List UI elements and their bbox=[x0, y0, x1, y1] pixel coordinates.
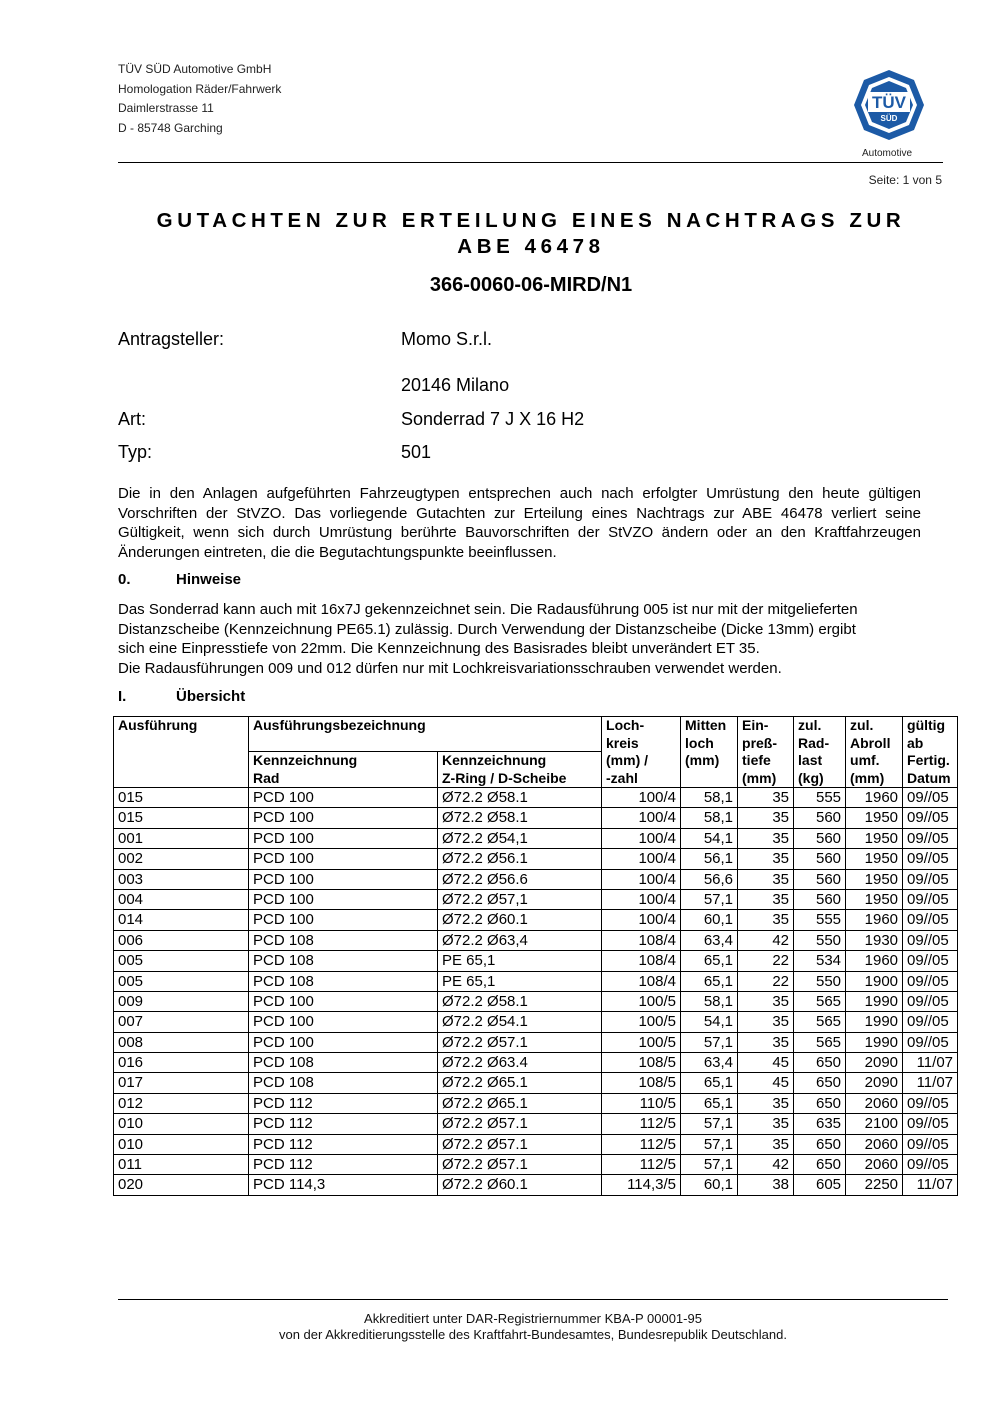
cell-einpresstiefe: 45 bbox=[738, 1053, 794, 1073]
table-row bbox=[114, 910, 958, 930]
cell-gueltig: 09//05 bbox=[903, 889, 958, 909]
table-row bbox=[114, 828, 958, 848]
cell-ausfuehrung: 009 bbox=[114, 991, 249, 1011]
table-row bbox=[114, 808, 958, 828]
cell-ausfuehrung: 005 bbox=[114, 951, 249, 971]
cell-gueltig: 11/07 bbox=[903, 1073, 958, 1093]
cell-radlast: 550 bbox=[794, 930, 846, 950]
header-kennzeichnung-rad: Kennzeichnung Rad bbox=[249, 752, 438, 788]
cell-lochkreis: 114,3/5 bbox=[602, 1175, 681, 1195]
section-title: Hinweise bbox=[176, 571, 242, 588]
header-radlast: zul. Rad- last (kg) bbox=[794, 717, 846, 788]
cell-kennzeichnung-ring: Ø72.2 Ø56.1 bbox=[438, 849, 602, 869]
cell-radlast: 550 bbox=[794, 971, 846, 991]
cell-gueltig: 11/07 bbox=[903, 1175, 958, 1195]
cell-abrollumfang: 2090 bbox=[846, 1053, 903, 1073]
cell-mittenloch: 63,4 bbox=[681, 1053, 738, 1073]
cell-einpresstiefe: 42 bbox=[738, 930, 794, 950]
model-value: 501 bbox=[401, 442, 432, 462]
table-row bbox=[114, 889, 958, 909]
cell-mittenloch: 58,1 bbox=[681, 788, 738, 808]
cell-einpresstiefe: 45 bbox=[738, 1073, 794, 1093]
cell-ausfuehrung: 010 bbox=[114, 1114, 249, 1134]
table-row bbox=[114, 1073, 958, 1093]
overview-table bbox=[113, 716, 958, 1196]
table-row bbox=[114, 788, 958, 808]
cell-gueltig: 11/07 bbox=[903, 1053, 958, 1073]
cell-gueltig: 09//05 bbox=[903, 788, 958, 808]
cell-kennzeichnung-rad: PCD 100 bbox=[249, 991, 438, 1011]
cell-lochkreis: 112/5 bbox=[602, 1134, 681, 1154]
cell-mittenloch: 60,1 bbox=[681, 1175, 738, 1195]
cell-lochkreis: 100/4 bbox=[602, 808, 681, 828]
cell-lochkreis: 108/4 bbox=[602, 930, 681, 950]
header-ausfuehrung: Ausführung bbox=[114, 717, 249, 788]
cell-radlast: 605 bbox=[794, 1175, 846, 1195]
cell-lochkreis: 110/5 bbox=[602, 1093, 681, 1113]
cell-kennzeichnung-ring: Ø72.2 Ø57,1 bbox=[438, 889, 602, 909]
header-mittenloch: Mitten loch (mm) bbox=[681, 717, 738, 788]
table-row bbox=[114, 1012, 958, 1032]
cell-radlast: 650 bbox=[794, 1134, 846, 1154]
header-einpresstiefe: Ein- preß- tiefe (mm) bbox=[738, 717, 794, 788]
cell-kennzeichnung-rad: PCD 100 bbox=[249, 910, 438, 930]
cell-einpresstiefe: 35 bbox=[738, 1134, 794, 1154]
cell-gueltig: 09//05 bbox=[903, 910, 958, 930]
header-kennzeichnung-ring: Kennzeichnung Z-Ring / D-Scheibe bbox=[438, 752, 602, 788]
cell-kennzeichnung-ring: Ø72.2 Ø57.1 bbox=[438, 1134, 602, 1154]
cell-einpresstiefe: 35 bbox=[738, 889, 794, 909]
cell-radlast: 560 bbox=[794, 889, 846, 909]
cell-kennzeichnung-rad: PCD 114,3 bbox=[249, 1175, 438, 1195]
cell-radlast: 565 bbox=[794, 1012, 846, 1032]
cell-gueltig: 09//05 bbox=[903, 849, 958, 869]
cell-einpresstiefe: 35 bbox=[738, 1114, 794, 1134]
cell-abrollumfang: 1930 bbox=[846, 930, 903, 950]
table-row bbox=[114, 951, 958, 971]
document-title bbox=[118, 208, 944, 260]
cell-mittenloch: 56,6 bbox=[681, 869, 738, 889]
cell-einpresstiefe: 35 bbox=[738, 869, 794, 889]
cell-einpresstiefe: 35 bbox=[738, 828, 794, 848]
table-row bbox=[114, 1134, 958, 1154]
cell-lochkreis: 112/5 bbox=[602, 1114, 681, 1134]
logo-text: TÜV bbox=[872, 93, 906, 112]
cell-abrollumfang: 2060 bbox=[846, 1093, 903, 1113]
cell-kennzeichnung-rad: PCD 100 bbox=[249, 788, 438, 808]
header-bezeichnung: Ausführungsbezeichnung bbox=[249, 717, 602, 752]
cell-kennzeichnung-rad: PCD 100 bbox=[249, 1032, 438, 1052]
cell-kennzeichnung-ring: Ø72.2 Ø58.1 bbox=[438, 808, 602, 828]
cell-gueltig: 09//05 bbox=[903, 1155, 958, 1175]
cell-lochkreis: 100/4 bbox=[602, 828, 681, 848]
table-row bbox=[114, 1093, 958, 1113]
footer-divider bbox=[118, 1299, 948, 1300]
cell-gueltig: 09//05 bbox=[903, 1114, 958, 1134]
cell-kennzeichnung-ring: Ø72.2 Ø58.1 bbox=[438, 788, 602, 808]
cell-abrollumfang: 1950 bbox=[846, 828, 903, 848]
cell-gueltig: 09//05 bbox=[903, 869, 958, 889]
applicant-city: 20146 Milano bbox=[401, 375, 510, 395]
cell-kennzeichnung-rad: PCD 100 bbox=[249, 849, 438, 869]
cell-kennzeichnung-ring: PE 65,1 bbox=[438, 951, 602, 971]
title-line: GUTACHTEN ZUR ERTEILUNG EINES NACHTRAGS ZUR bbox=[156, 209, 906, 232]
cell-mittenloch: 56,1 bbox=[681, 849, 738, 869]
cell-abrollumfang: 2060 bbox=[846, 1134, 903, 1154]
cell-abrollumfang: 1960 bbox=[846, 788, 903, 808]
cell-einpresstiefe: 38 bbox=[738, 1175, 794, 1195]
cell-mittenloch: 58,1 bbox=[681, 808, 738, 828]
logo-subtext: SÜD bbox=[880, 114, 898, 123]
cell-kennzeichnung-ring: Ø72.2 Ø57.1 bbox=[438, 1114, 602, 1134]
cell-gueltig: 09//05 bbox=[903, 971, 958, 991]
cell-kennzeichnung-rad: PCD 112 bbox=[249, 1134, 438, 1154]
cell-abrollumfang: 1950 bbox=[846, 889, 903, 909]
cell-ausfuehrung: 014 bbox=[114, 910, 249, 930]
address-line: D - 85748 Garching bbox=[118, 120, 223, 135]
section-heading-uebersicht bbox=[118, 688, 245, 705]
cell-kennzeichnung-ring: Ø72.2 Ø54,1 bbox=[438, 828, 602, 848]
address-line: Daimlerstrasse 11 bbox=[118, 101, 214, 115]
cell-radlast: 650 bbox=[794, 1073, 846, 1093]
cell-ausfuehrung: 017 bbox=[114, 1073, 249, 1093]
cell-mittenloch: 57,1 bbox=[681, 889, 738, 909]
cell-kennzeichnung-rad: PCD 108 bbox=[249, 930, 438, 950]
cell-kennzeichnung-ring: Ø72.2 Ø65.1 bbox=[438, 1093, 602, 1113]
cell-kennzeichnung-rad: PCD 100 bbox=[249, 1012, 438, 1032]
cell-einpresstiefe: 35 bbox=[738, 991, 794, 1011]
cell-kennzeichnung-rad: PCD 112 bbox=[249, 1155, 438, 1175]
cell-kennzeichnung-rad: PCD 112 bbox=[249, 1093, 438, 1113]
cell-kennzeichnung-ring: Ø72.2 Ø63.4 bbox=[438, 1053, 602, 1073]
cell-radlast: 565 bbox=[794, 991, 846, 1011]
cell-einpresstiefe: 35 bbox=[738, 788, 794, 808]
cell-lochkreis: 100/5 bbox=[602, 991, 681, 1011]
cell-radlast: 635 bbox=[794, 1114, 846, 1134]
table-row bbox=[114, 1175, 958, 1195]
cell-kennzeichnung-ring: Ø72.2 Ø63,4 bbox=[438, 930, 602, 950]
type-label: Art: bbox=[118, 409, 147, 429]
cell-kennzeichnung-rad: PCD 100 bbox=[249, 889, 438, 909]
cell-gueltig: 09//05 bbox=[903, 1093, 958, 1113]
cell-mittenloch: 57,1 bbox=[681, 1134, 738, 1154]
cell-radlast: 555 bbox=[794, 788, 846, 808]
cell-gueltig: 09//05 bbox=[903, 828, 958, 848]
cell-kennzeichnung-ring: Ø72.2 Ø60.1 bbox=[438, 910, 602, 930]
document-number: 366-0060-06-MIRD/N1 bbox=[429, 274, 633, 296]
cell-gueltig: 09//05 bbox=[903, 808, 958, 828]
cell-kennzeichnung-rad: PCD 100 bbox=[249, 828, 438, 848]
cell-mittenloch: 57,1 bbox=[681, 1114, 738, 1134]
table-row bbox=[114, 869, 958, 889]
section-heading-hinweise bbox=[118, 571, 241, 588]
sender-address bbox=[118, 60, 281, 138]
cell-lochkreis: 100/5 bbox=[602, 1012, 681, 1032]
address-line: Homologation Räder/Fahrwerk bbox=[118, 81, 282, 96]
cell-abrollumfang: 1960 bbox=[846, 910, 903, 930]
address-line: TÜV SÜD Automotive GmbH bbox=[118, 62, 272, 76]
cell-gueltig: 09//05 bbox=[903, 1134, 958, 1154]
intro-paragraph: Die in den Anlagen aufgeführten Fahrzeugtypen entsprechen auch nach erfolgter Umrüstung den heute gültigen Vorschriften der StVZO. Das vorliegende Gutachten zur Erteilung eines Nachtrags zur ABE 46478 verliert seine Gültigkeit, wenn sich durch Umrüstung berührte Bauvorschriften der StVZO ändern oder an den Kraftfahrzeugen Änderungen eintreten, die die Begutachtungspunkte beeinflussen. bbox=[118, 485, 921, 561]
title-line: ABE 46478 bbox=[457, 235, 605, 258]
cell-kennzeichnung-ring: Ø72.2 Ø60.1 bbox=[438, 1175, 602, 1195]
hinweise-line: sich eine Einpresstiefe von 22mm. Die Kennzeichnung des Basisrades bleibt unverändert ET 35. bbox=[118, 640, 760, 657]
cell-kennzeichnung-ring: Ø72.2 Ø58.1 bbox=[438, 991, 602, 1011]
cell-ausfuehrung: 015 bbox=[114, 788, 249, 808]
cell-gueltig: 09//05 bbox=[903, 1012, 958, 1032]
cell-mittenloch: 65,1 bbox=[681, 951, 738, 971]
cell-kennzeichnung-ring: Ø72.2 Ø56.6 bbox=[438, 869, 602, 889]
cell-abrollumfang: 1960 bbox=[846, 951, 903, 971]
footer-line: Akkreditiert unter DAR-Registriernummer KBA-P 00001-95 bbox=[364, 1311, 702, 1326]
cell-radlast: 560 bbox=[794, 828, 846, 848]
cell-abrollumfang: 1950 bbox=[846, 869, 903, 889]
cell-radlast: 565 bbox=[794, 1032, 846, 1052]
cell-abrollumfang: 1990 bbox=[846, 1012, 903, 1032]
model-label: Typ: bbox=[118, 442, 153, 462]
table-row bbox=[114, 849, 958, 869]
cell-mittenloch: 65,1 bbox=[681, 1073, 738, 1093]
cell-ausfuehrung: 010 bbox=[114, 1134, 249, 1154]
cell-kennzeichnung-ring: Ø72.2 Ø54.1 bbox=[438, 1012, 602, 1032]
table-row bbox=[114, 1032, 958, 1052]
cell-lochkreis: 100/4 bbox=[602, 889, 681, 909]
cell-abrollumfang: 1990 bbox=[846, 991, 903, 1011]
cell-radlast: 560 bbox=[794, 869, 846, 889]
applicant-label: Antragsteller: bbox=[118, 329, 225, 349]
table-row bbox=[114, 1114, 958, 1134]
cell-mittenloch: 60,1 bbox=[681, 910, 738, 930]
table-row bbox=[114, 1155, 958, 1175]
cell-mittenloch: 54,1 bbox=[681, 828, 738, 848]
footer-line: von der Akkreditierungsstelle des Kraftfahrt-Bundesamtes, Bundesrepublik Deutschland. bbox=[278, 1327, 787, 1342]
table-row bbox=[114, 930, 958, 950]
cell-lochkreis: 108/4 bbox=[602, 951, 681, 971]
cell-einpresstiefe: 35 bbox=[738, 1032, 794, 1052]
table-row bbox=[114, 971, 958, 991]
cell-abrollumfang: 2250 bbox=[846, 1175, 903, 1195]
cell-lochkreis: 108/5 bbox=[602, 1073, 681, 1093]
cell-abrollumfang: 1990 bbox=[846, 1032, 903, 1052]
cell-ausfuehrung: 002 bbox=[114, 849, 249, 869]
cell-ausfuehrung: 012 bbox=[114, 1093, 249, 1113]
cell-einpresstiefe: 35 bbox=[738, 910, 794, 930]
header-gueltig: gültig ab Fertig. Datum bbox=[903, 717, 958, 788]
cell-gueltig: 09//05 bbox=[903, 1032, 958, 1052]
hinweise-line: Distanzscheibe (Kennzeichnung PE65.1) zulässig. Durch Verwendung der Distanzscheibe (Dicke 13mm) ergibt bbox=[118, 620, 856, 638]
cell-ausfuehrung: 016 bbox=[114, 1053, 249, 1073]
cell-radlast: 650 bbox=[794, 1053, 846, 1073]
cell-einpresstiefe: 35 bbox=[738, 808, 794, 828]
cell-lochkreis: 100/4 bbox=[602, 910, 681, 930]
cell-ausfuehrung: 007 bbox=[114, 1012, 249, 1032]
cell-gueltig: 09//05 bbox=[903, 951, 958, 971]
cell-kennzeichnung-ring: PE 65,1 bbox=[438, 971, 602, 991]
cell-mittenloch: 57,1 bbox=[681, 1032, 738, 1052]
cell-kennzeichnung-rad: PCD 112 bbox=[249, 1114, 438, 1134]
cell-ausfuehrung: 008 bbox=[114, 1032, 249, 1052]
cell-abrollumfang: 2060 bbox=[846, 1155, 903, 1175]
cell-ausfuehrung: 004 bbox=[114, 889, 249, 909]
cell-ausfuehrung: 006 bbox=[114, 930, 249, 950]
section-title: Übersicht bbox=[176, 688, 246, 705]
hinweise-text bbox=[118, 600, 948, 678]
section-number: 0. bbox=[118, 571, 131, 588]
cell-lochkreis: 100/4 bbox=[602, 788, 681, 808]
cell-ausfuehrung: 001 bbox=[114, 828, 249, 848]
cell-abrollumfang: 2090 bbox=[846, 1073, 903, 1093]
cell-kennzeichnung-rad: PCD 108 bbox=[249, 1073, 438, 1093]
cell-lochkreis: 112/5 bbox=[602, 1155, 681, 1175]
cell-mittenloch: 57,1 bbox=[681, 1155, 738, 1175]
cell-einpresstiefe: 22 bbox=[738, 971, 794, 991]
cell-einpresstiefe: 42 bbox=[738, 1155, 794, 1175]
cell-lochkreis: 108/5 bbox=[602, 1053, 681, 1073]
cell-radlast: 560 bbox=[794, 808, 846, 828]
cell-ausfuehrung: 003 bbox=[114, 869, 249, 889]
cell-einpresstiefe: 35 bbox=[738, 1093, 794, 1113]
section-number: I. bbox=[118, 688, 127, 705]
cell-ausfuehrung: 005 bbox=[114, 971, 249, 991]
cell-lochkreis: 100/5 bbox=[602, 1032, 681, 1052]
cell-abrollumfang: 2100 bbox=[846, 1114, 903, 1134]
table-row bbox=[114, 1053, 958, 1073]
cell-kennzeichnung-rad: PCD 100 bbox=[249, 808, 438, 828]
cell-kennzeichnung-rad: PCD 100 bbox=[249, 869, 438, 889]
cell-ausfuehrung: 011 bbox=[114, 1155, 249, 1175]
cell-kennzeichnung-ring: Ø72.2 Ø57.1 bbox=[438, 1155, 602, 1175]
header-divider bbox=[118, 162, 943, 163]
type-value: Sonderrad 7 J X 16 H2 bbox=[401, 409, 585, 429]
page-number: Seite: 1 von 5 bbox=[868, 173, 942, 187]
cell-lochkreis: 100/4 bbox=[602, 849, 681, 869]
cell-mittenloch: 58,1 bbox=[681, 991, 738, 1011]
cell-abrollumfang: 1950 bbox=[846, 849, 903, 869]
header-lochkreis: Loch- kreis (mm) / -zahl bbox=[602, 717, 681, 788]
cell-lochkreis: 100/4 bbox=[602, 869, 681, 889]
cell-radlast: 650 bbox=[794, 1155, 846, 1175]
hinweise-line: Die Radausführungen 009 und 012 dürfen nur mit Lochkreisvariationsschrauben verwendet werden. bbox=[118, 659, 782, 677]
cell-mittenloch: 65,1 bbox=[681, 971, 738, 991]
table-row bbox=[114, 991, 958, 1011]
applicant-value: Momo S.r.l. bbox=[401, 329, 493, 349]
cell-kennzeichnung-rad: PCD 108 bbox=[249, 971, 438, 991]
cell-einpresstiefe: 35 bbox=[738, 1012, 794, 1032]
cell-kennzeichnung-rad: PCD 108 bbox=[249, 951, 438, 971]
cell-radlast: 555 bbox=[794, 910, 846, 930]
table-body bbox=[114, 788, 958, 1196]
cell-ausfuehrung: 020 bbox=[114, 1175, 249, 1195]
cell-gueltig: 09//05 bbox=[903, 991, 958, 1011]
cell-mittenloch: 54,1 bbox=[681, 1012, 738, 1032]
cell-einpresstiefe: 22 bbox=[738, 951, 794, 971]
hinweise-line: Das Sonderrad kann auch mit 16x7J gekennzeichnet sein. Die Radausführung 005 ist nur mit der mitgelieferten bbox=[118, 601, 858, 618]
cell-ausfuehrung: 015 bbox=[114, 808, 249, 828]
cell-mittenloch: 65,1 bbox=[681, 1093, 738, 1113]
cell-lochkreis: 108/4 bbox=[602, 971, 681, 991]
cell-abrollumfang: 1900 bbox=[846, 971, 903, 991]
cell-radlast: 650 bbox=[794, 1093, 846, 1113]
cell-gueltig: 09//05 bbox=[903, 930, 958, 950]
cell-abrollumfang: 1950 bbox=[846, 808, 903, 828]
cell-kennzeichnung-rad: PCD 108 bbox=[249, 1053, 438, 1073]
cell-kennzeichnung-ring: Ø72.2 Ø65.1 bbox=[438, 1073, 602, 1093]
cell-einpresstiefe: 35 bbox=[738, 849, 794, 869]
cell-mittenloch: 63,4 bbox=[681, 930, 738, 950]
cell-radlast: 560 bbox=[794, 849, 846, 869]
header-abrollumfang: zul. Abroll umf. (mm) bbox=[846, 717, 903, 788]
logo-caption: Automotive bbox=[861, 148, 913, 159]
cell-radlast: 534 bbox=[794, 951, 846, 971]
cell-kennzeichnung-ring: Ø72.2 Ø57.1 bbox=[438, 1032, 602, 1052]
